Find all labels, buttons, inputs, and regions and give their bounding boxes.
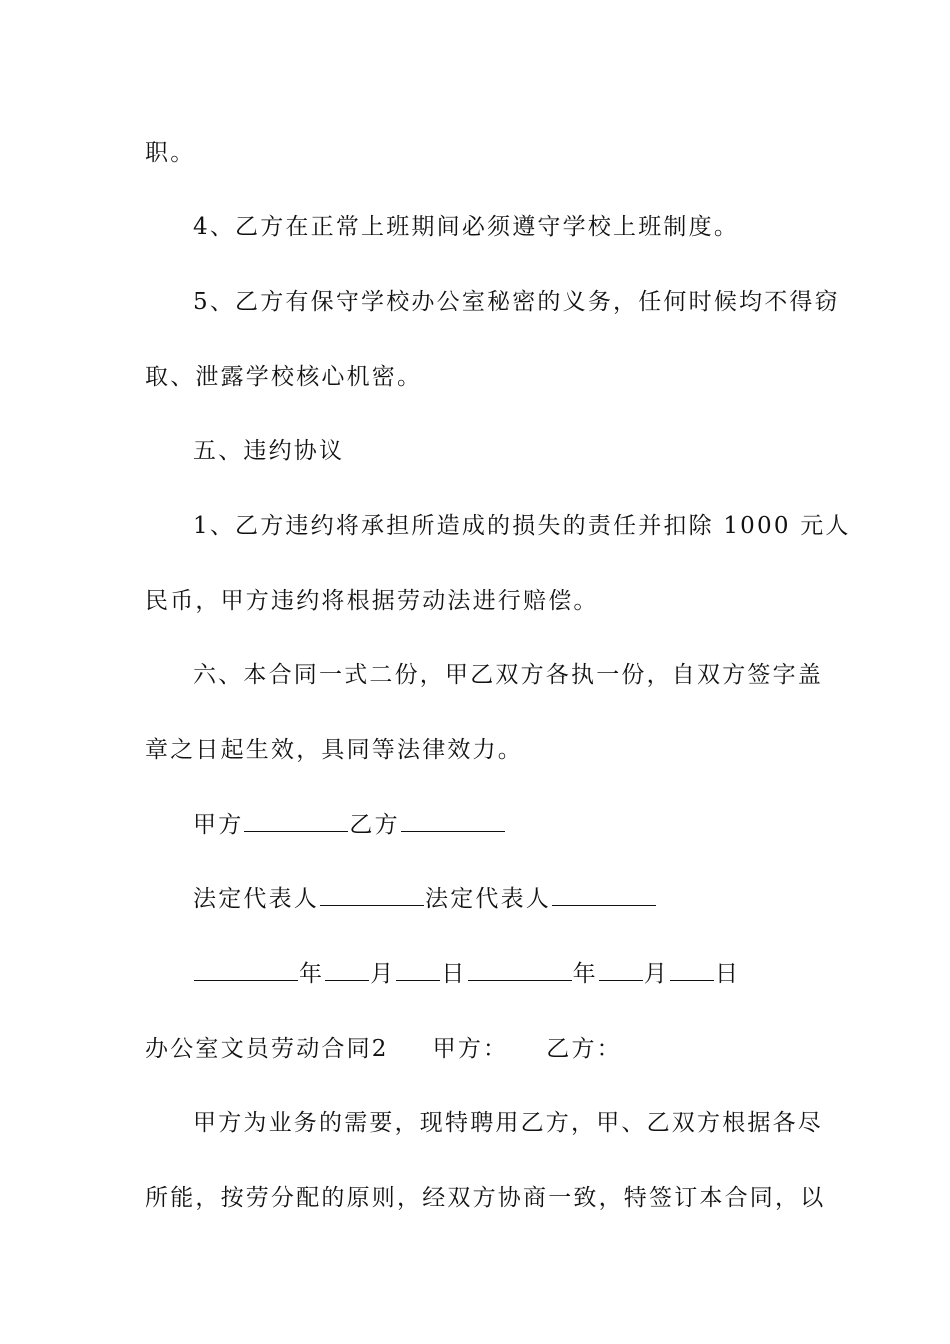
day-a-blank [396,960,440,981]
section-six: 六、本合同一式二份，甲乙双方各执一份，自双方签字盖 [193,662,823,688]
year-a-blank [194,960,298,981]
text-line: 民币，甲方违约将根据劳动法进行赔偿。 [145,588,599,614]
party-b-blank [401,811,505,832]
text-line: 职。 [145,140,196,166]
party-a-blank [244,811,348,832]
month-label: 月 [370,961,396,987]
day-b-blank [670,960,714,981]
rep-b-label: 法定代表人 [425,886,551,912]
party-a-field: 甲方： [432,1036,509,1062]
second-contract-header [145,1034,815,1064]
rep-b-blank [552,885,656,906]
text-line: 章之日起生效，具同等法律效力。 [145,737,523,763]
party-b-field: 乙方： [546,1036,622,1062]
paragraph-line: 所能，按劳分配的原则，经双方协商一致，特签订本合同，以 [145,1185,826,1211]
signature-rep-line [193,884,813,914]
month-a-blank [325,960,369,981]
breach-clause-1: 1、乙方违约将承担所造成的损失的责任并扣除 1000 元人 [193,513,851,539]
rep-a-label: 法定代表人 [193,886,319,912]
signature-date-line [193,959,813,989]
month-label: 月 [643,961,670,987]
party-a-label: 甲方 [193,812,244,838]
day-label: 日 [441,961,467,987]
clause-4: 4、乙方在正常上班期间必须遵守学校上班制度。 [193,214,740,240]
party-b-label: 乙方 [349,812,400,838]
second-contract-title: 办公室文员劳动合同2 [145,1036,389,1062]
year-label: 年 [299,961,325,987]
paragraph-line: 甲方为业务的需要，现特聘用乙方，甲、乙双方根据各尽 [193,1110,823,1136]
year-b-blank [468,960,572,981]
month-b-blank [599,960,643,981]
day-label: 日 [715,961,741,987]
year-label: 年 [572,961,598,987]
text-line: 取、泄露学校核心机密。 [145,364,423,390]
clause-5: 5、乙方有保守学校办公室秘密的义务，任何时候均不得窃 [193,289,840,315]
section-heading-breach: 五、违约协议 [193,438,345,464]
rep-a-blank [320,885,424,906]
signature-party-line [193,810,813,840]
